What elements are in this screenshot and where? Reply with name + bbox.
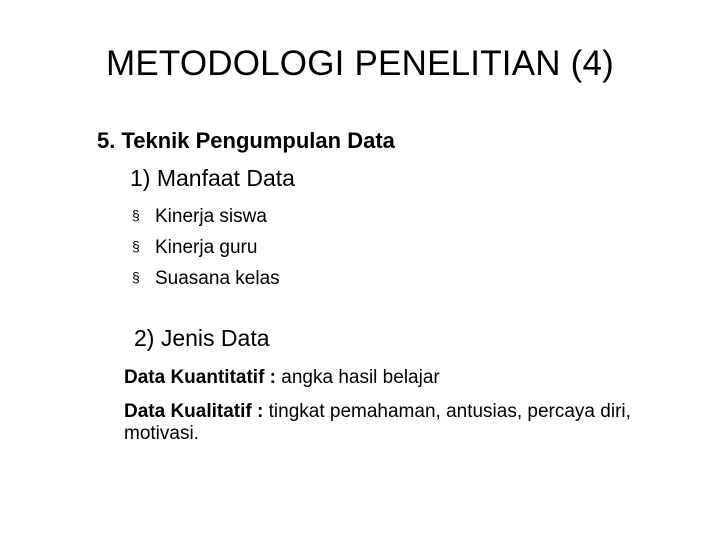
definition-kuantitatif: [124, 367, 644, 389]
list-item: [132, 231, 280, 262]
definition-kualitatif: [124, 401, 644, 445]
bullet-icon: §: [132, 238, 140, 254]
slide-title: METODOLOGI PENELITIAN (4): [105, 44, 615, 83]
list-item: [132, 262, 280, 293]
definition-term: Data Kualitatif :: [124, 401, 264, 422]
definition-term: Data Kuantitatif :: [124, 367, 276, 388]
bullet-text: Suasana kelas: [155, 268, 280, 289]
bullet-list: [132, 200, 280, 293]
subheading-jenis-data: 2) Jenis Data: [134, 325, 270, 351]
subheading-manfaat-data: 1) Manfaat Data: [130, 165, 295, 191]
definition-description: tingkat pemahaman, antusias, percaya diri, motivasi.: [124, 401, 631, 444]
bullet-icon: §: [132, 207, 140, 223]
list-item: [132, 200, 280, 231]
bullet-icon: §: [132, 269, 140, 285]
definition-description: angka hasil belajar: [276, 367, 440, 388]
section-heading: 5. Teknik Pengumpulan Data: [97, 128, 395, 153]
bullet-text: Kinerja guru: [155, 237, 258, 258]
bullet-text: Kinerja siswa: [155, 206, 267, 227]
